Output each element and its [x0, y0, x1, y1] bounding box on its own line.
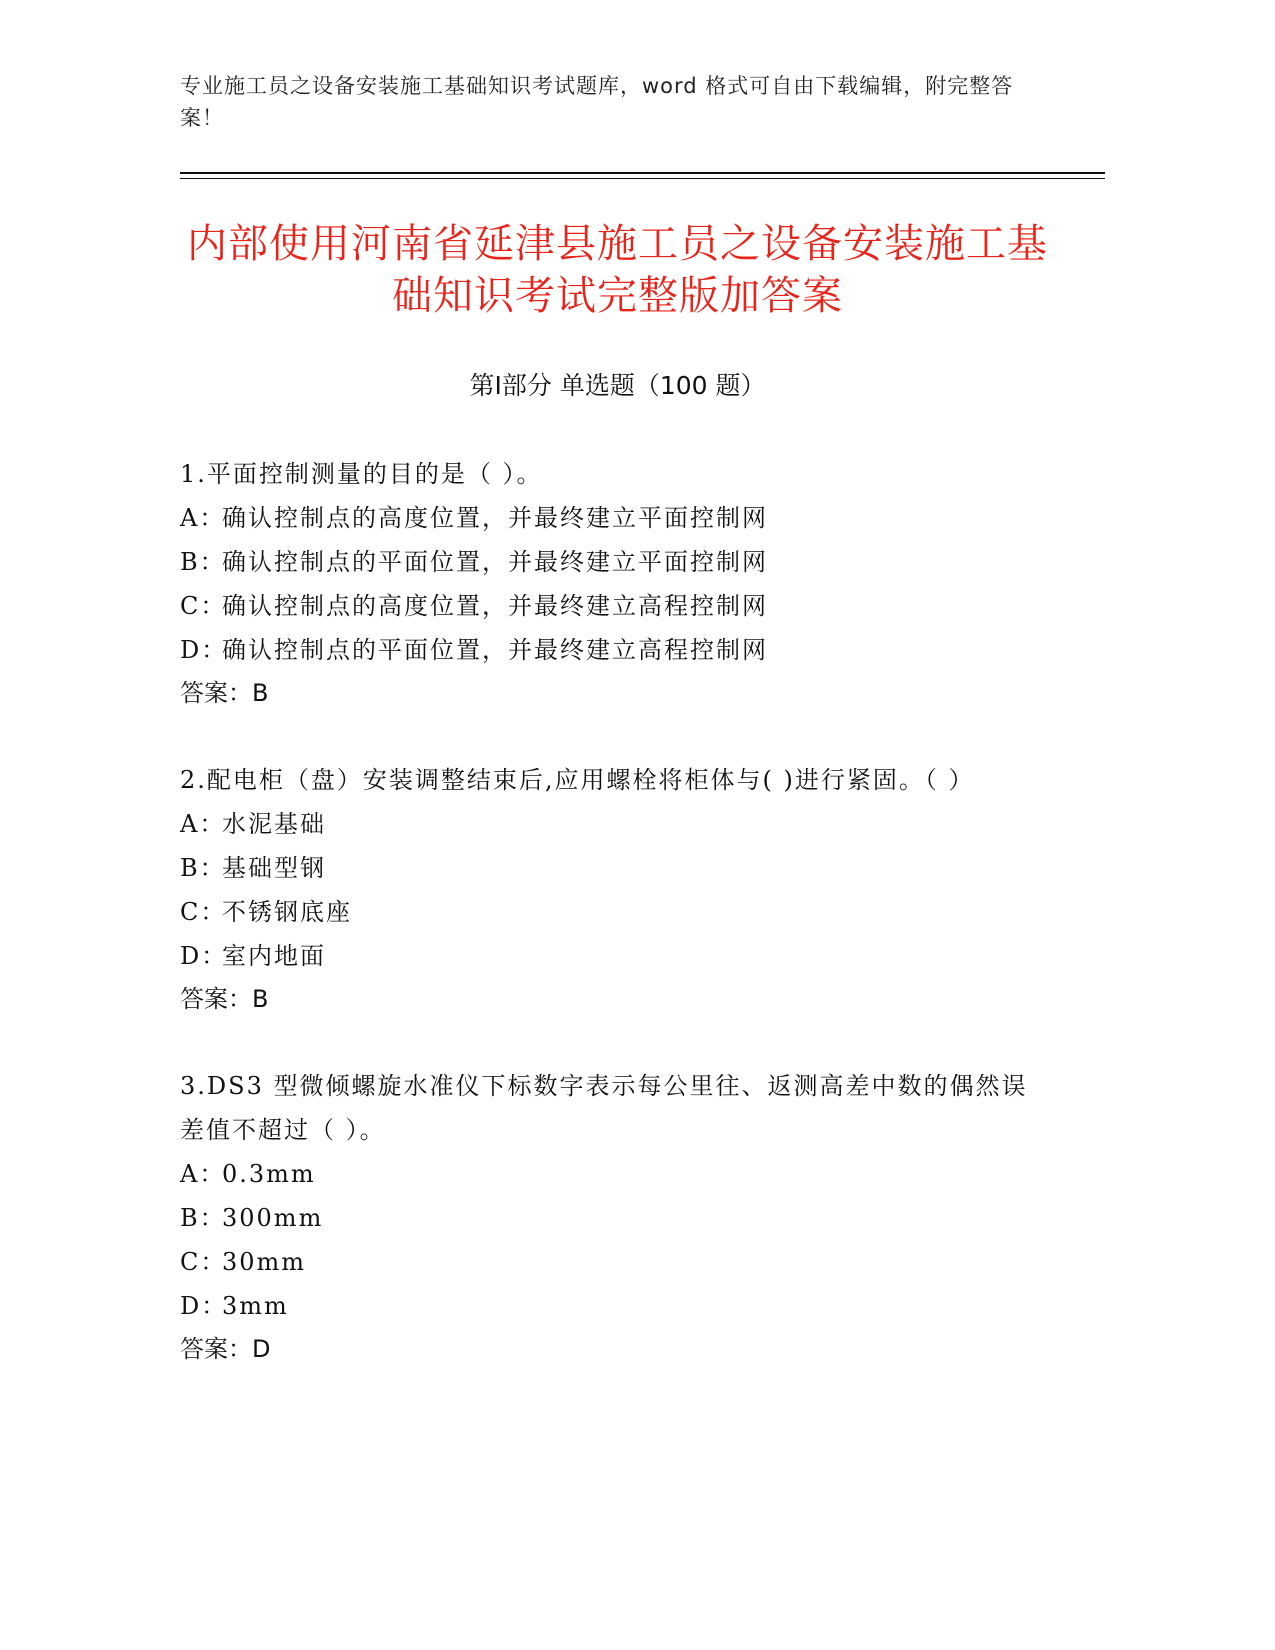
question-2: [180, 758, 1050, 1020]
option-d: [180, 628, 1050, 672]
question-3: [180, 1064, 1050, 1370]
option-text: 基础型钢: [222, 854, 326, 882]
option-text: 3mm: [222, 1292, 289, 1320]
option-key: B：: [180, 854, 226, 882]
option-key: D：: [180, 942, 228, 970]
option-key: B：: [180, 1204, 226, 1232]
option-key: C：: [180, 898, 227, 926]
option-text: 确认控制点的平面位置，并最终建立高程控制网: [222, 636, 768, 664]
answer: 答案：B: [180, 985, 269, 1013]
option-key: A：: [180, 504, 226, 532]
option-text: 300mm: [222, 1204, 324, 1232]
option-key: A：: [180, 810, 226, 838]
question-stem: 2.配电柜（盘）安装调整结束后,应用螺栓将柜体与( )进行紧固。（ ）: [180, 766, 975, 794]
option-text: 确认控制点的平面位置，并最终建立平面控制网: [222, 548, 768, 576]
question-list: [180, 452, 1050, 1414]
option-key: D：: [180, 1292, 228, 1320]
option-key: C：: [180, 592, 227, 620]
option-a: [180, 496, 1050, 540]
header-rule-thin: [180, 178, 1105, 179]
header-note: 专业施工员之设备安装施工基础知识考试题库，word 格式可自由下载编辑，附完整答案！: [180, 74, 1014, 130]
option-d: [180, 1284, 1050, 1328]
option-text: 不锈钢底座: [222, 898, 352, 926]
question-stem: 1.平面控制测量的目的是（ ）。: [180, 460, 543, 488]
option-text: 30mm: [222, 1248, 307, 1276]
option-c: [180, 584, 1050, 628]
option-c: [180, 890, 1050, 934]
question-stem: 3.DS3 型微倾螺旋水准仪下标数字表示每公里往、返测高差中数的偶然误差值不超过（ ）。: [180, 1072, 1028, 1144]
header-rule-thick: [180, 172, 1105, 174]
section-title: 第Ⅰ部分 单选题（100 题）: [469, 371, 766, 400]
option-text: 0.3mm: [222, 1160, 316, 1188]
option-text: 水泥基础: [222, 810, 326, 838]
option-key: C：: [180, 1248, 227, 1276]
option-text: 室内地面: [222, 942, 326, 970]
option-b: [180, 846, 1050, 890]
option-c: [180, 1240, 1050, 1284]
option-b: [180, 540, 1050, 584]
option-b: [180, 1196, 1050, 1240]
question-1: [180, 452, 1050, 714]
option-a: [180, 802, 1050, 846]
answer: 答案：D: [180, 1335, 271, 1363]
document-title: 内部使用河南省延津县施工员之设备安装施工基础知识考试完整版加答案: [187, 221, 1048, 319]
option-key: B：: [180, 548, 226, 576]
option-key: A：: [180, 1160, 226, 1188]
option-d: [180, 934, 1050, 978]
option-text: 确认控制点的高度位置，并最终建立高程控制网: [222, 592, 768, 620]
option-key: D：: [180, 636, 228, 664]
answer: 答案：B: [180, 679, 269, 707]
option-a: [180, 1152, 1050, 1196]
option-text: 确认控制点的高度位置，并最终建立平面控制网: [222, 504, 768, 532]
